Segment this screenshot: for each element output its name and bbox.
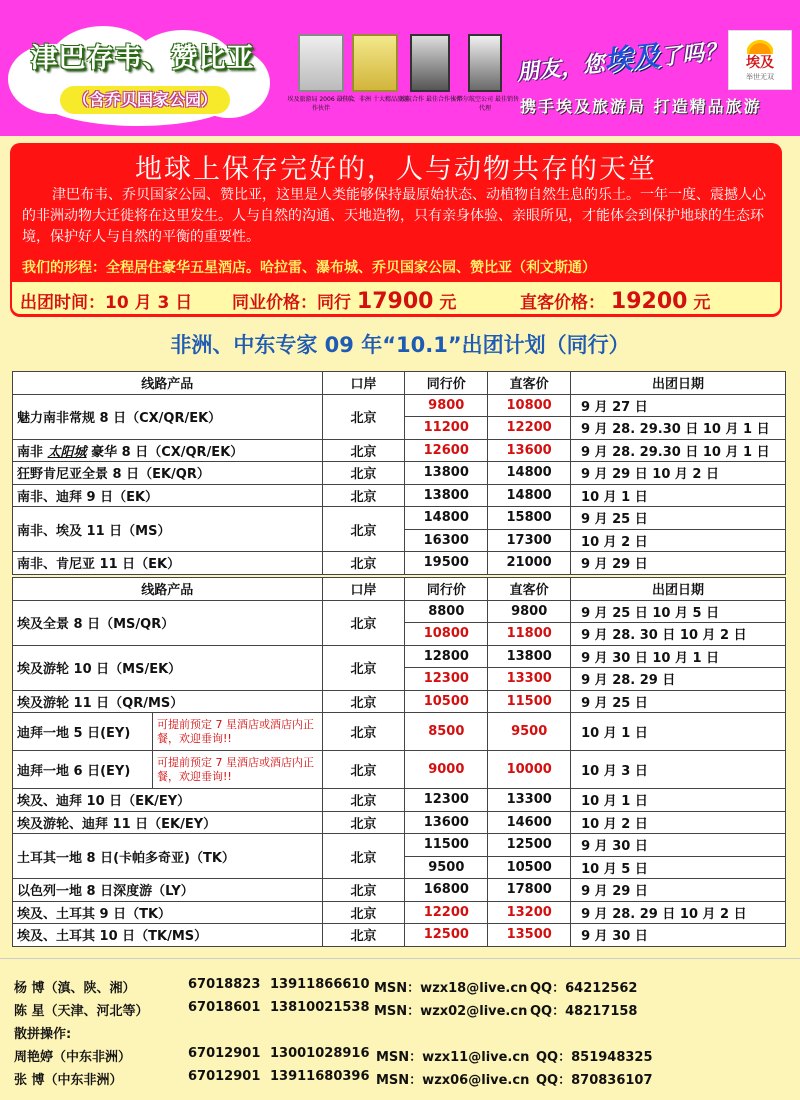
header-direct: 直客价 [488, 578, 571, 601]
award-caption-1: 埃及旅游局 2006 最佳合作伙伴 [287, 96, 355, 112]
direct-price-cell: 10500 [488, 856, 571, 879]
table-row [13, 924, 786, 947]
dates-cell: 10 月 1 日 [571, 713, 786, 751]
trade-price-cell: 12800 [405, 645, 488, 668]
egypt-logo [728, 30, 792, 90]
page-subtitle: （含乔贝国家公园） [60, 86, 230, 114]
dates-cell: 9 月 30 日 10 月 1 日 [571, 645, 786, 668]
trade-price-label: 同业价格：同行 [232, 293, 351, 313]
trade-price-cell: 8800 [405, 600, 488, 623]
contact-msn: MSN：wzx06@live.cn [376, 1073, 530, 1088]
contact-tel: 67012901 [188, 1046, 261, 1061]
route-cell: 南非、埃及 11 日（MS） [13, 507, 323, 552]
direct-price-cell: 10000 [488, 751, 571, 789]
contact-name: 张 博（中东非洲） [14, 1073, 123, 1088]
trade-price-cell: 13600 [405, 811, 488, 834]
header-dates: 出团日期 [571, 578, 786, 601]
trade-price-cell: 16800 [405, 879, 488, 902]
table-row [13, 462, 786, 485]
route-cell: 埃及全景 8 日（MS/QR） [13, 600, 323, 645]
dates-cell: 9 月 28. 30 日 10 月 2 日 [571, 623, 786, 646]
trade-price-cell: 16300 [405, 529, 488, 552]
table-row [13, 713, 786, 751]
award-plaque-1 [298, 34, 344, 92]
header-port: 口岸 [322, 578, 405, 601]
contact-qq: QQ：64212562 [530, 981, 638, 996]
port-cell: 北京 [322, 713, 405, 751]
intro-heading: 地球上保存完好的，人与动物共存的天堂 [135, 154, 657, 185]
port-cell: 北京 [322, 484, 405, 507]
table-row [13, 901, 786, 924]
dates-cell: 9 月 25 日 [571, 690, 786, 713]
dates-cell: 9 月 30 日 [571, 834, 786, 857]
trade-price-cell: 11200 [405, 417, 488, 440]
dates-cell: 10 月 2 日 [571, 529, 786, 552]
direct-price-cell: 10800 [488, 394, 571, 417]
award-trophy-4 [468, 34, 502, 92]
direct-price-cell: 14600 [488, 811, 571, 834]
trade-price-cell: 12300 [405, 789, 488, 812]
trade-price-cell: 12500 [405, 924, 488, 947]
port-cell: 北京 [322, 394, 405, 439]
depart-date: 出团时间：10 月 3 日 [20, 293, 193, 313]
port-cell: 北京 [322, 811, 405, 834]
port-cell: 北京 [322, 645, 405, 690]
trade-price-cell: 10500 [405, 690, 488, 713]
direct-price-cell: 13600 [488, 439, 571, 462]
trade-price-cell: 9800 [405, 394, 488, 417]
middle-east-table [12, 577, 786, 947]
trade-price-cell: 19500 [405, 552, 488, 575]
trade-price-cell: 13800 [405, 484, 488, 507]
direct-price-cell: 9500 [488, 713, 571, 751]
intro-route: 我们的形程：全程居住豪华五星酒店。哈拉雷、瀑布城、乔贝国家公园、赞比亚（利文斯通） [22, 260, 596, 276]
contacts-section [0, 958, 800, 1100]
header-dates: 出团日期 [571, 372, 786, 395]
dates-cell: 9 月 27 日 [571, 394, 786, 417]
route-cell: 南非、肯尼亚 11 日（EK） [13, 552, 323, 575]
route-cell: 以色列一地 8 日深度游（LY） [13, 879, 323, 902]
table-row [13, 879, 786, 902]
dates-cell: 10 月 3 日 [571, 751, 786, 789]
direct-price-cell: 15800 [488, 507, 571, 530]
direct-price-cell: 13200 [488, 901, 571, 924]
contact-qq: QQ：870836107 [536, 1073, 653, 1088]
group-label: 散拼操作: [14, 1027, 72, 1042]
contact-mobile: 13810021538 [270, 1000, 370, 1015]
contact-name: 陈 星（天津、河北等） [14, 1004, 149, 1019]
header-trade: 同行价 [405, 372, 488, 395]
table-row [13, 789, 786, 812]
route-cell [13, 439, 323, 462]
trade-price-cell: 12300 [405, 668, 488, 691]
award-caption-4: 卡塔尔航空公司 最佳销售代理 [451, 96, 519, 112]
direct-price-cell: 12500 [488, 834, 571, 857]
trade-price-cell: 9000 [405, 751, 488, 789]
trade-price: 17900 [356, 289, 434, 314]
dates-cell: 10 月 1 日 [571, 789, 786, 812]
table-header-row [13, 372, 786, 395]
route-highlight: 太阳城 [47, 444, 87, 460]
header-trade: 同行价 [405, 578, 488, 601]
award-caption-2: 中东、非洲 十大精品旅游 [341, 96, 409, 103]
dates-cell: 10 月 5 日 [571, 856, 786, 879]
intro-body: 津巴布韦、乔贝国家公园、赞比亚，这里是人类能够保持最原始状态、动植物自然生息的乐土。一年一度、震撼人心的非洲动物大迁徙将在这里发生。人与自然的沟通、天地造物，只有亲身体验、亲眼所见，才能体会到保护地球的生态环境，保护好人与自然的平衡的重要性。 [22, 187, 766, 245]
direct-price-unit: 元 [693, 293, 711, 313]
table-row [13, 690, 786, 713]
direct-price-cell: 12200 [488, 417, 571, 440]
trade-price-cell: 14800 [405, 507, 488, 530]
table-header-row [13, 578, 786, 601]
header-route: 线路产品 [13, 578, 323, 601]
table-row [13, 507, 786, 530]
port-cell: 北京 [322, 834, 405, 879]
slogan-line2: 携手埃及旅游局 打造精品旅游 [520, 97, 762, 116]
dates-cell: 9 月 29 日 10 月 2 日 [571, 462, 786, 485]
page-title: 津巴存韦、赞比亚 [30, 43, 255, 74]
route-cell: 狂野肯尼亚全景 8 日（EK/QR） [13, 462, 323, 485]
dates-cell: 9 月 25 日 [571, 507, 786, 530]
direct-price: 19200 [610, 289, 688, 314]
contact-msn: MSN：wzx18@live.cn [374, 981, 528, 996]
dates-cell: 9 月 28. 29 日 10 月 2 日 [571, 901, 786, 924]
dates-cell: 10 月 2 日 [571, 811, 786, 834]
table-row [13, 645, 786, 668]
logo-text: 埃及 [746, 55, 774, 71]
table-row [13, 484, 786, 507]
port-cell: 北京 [322, 690, 405, 713]
dates-cell: 9 月 29 日 [571, 879, 786, 902]
direct-price-label: 直客价格： [520, 293, 605, 313]
direct-price-group [520, 288, 710, 314]
table-row [13, 834, 786, 857]
direct-price-cell: 11500 [488, 690, 571, 713]
direct-price-cell: 13500 [488, 924, 571, 947]
direct-price-cell: 21000 [488, 552, 571, 575]
direct-price-cell: 17800 [488, 879, 571, 902]
contact-mobile: 13911866610 [270, 977, 370, 992]
dates-cell: 9 月 29 日 [571, 552, 786, 575]
dates-cell: 9 月 28. 29.30 日 10 月 1 日 [571, 439, 786, 462]
port-cell: 北京 [322, 751, 405, 789]
route-cell: 埃及游轮 10 日（MS/EK） [13, 645, 323, 690]
slogan-part-b: 了吗？ [658, 39, 728, 71]
table-row [13, 439, 786, 462]
trade-price-cell: 8500 [405, 713, 488, 751]
contact-tel: 67012901 [188, 1069, 261, 1084]
trade-price-cell: 9500 [405, 856, 488, 879]
route-cell: 埃及游轮 11 日（QR/MS） [13, 690, 323, 713]
route-part: 豪华 8 日（CX/QR/EK） [91, 444, 244, 460]
sun-icon [747, 34, 773, 54]
direct-price-cell: 17300 [488, 529, 571, 552]
route-cell: 埃及、土耳其 10 日（TK/MS） [13, 924, 323, 947]
logo-subtext: 举世无双 [746, 73, 774, 81]
header-direct: 直客价 [488, 372, 571, 395]
port-cell: 北京 [322, 600, 405, 645]
contact-qq: QQ：48217158 [530, 1004, 638, 1019]
table-row [13, 811, 786, 834]
table-row [13, 394, 786, 417]
table-row [13, 552, 786, 575]
table-row [13, 751, 786, 789]
port-cell: 北京 [322, 924, 405, 947]
contact-qq: QQ：851948325 [536, 1050, 653, 1065]
contact-name: 周艳婷（中东非洲） [14, 1050, 132, 1065]
route-cell: 魅力南非常规 8 日（CX/QR/EK） [13, 394, 323, 439]
port-cell: 北京 [322, 879, 405, 902]
route-note: 可提前预定 7 星酒店或酒店内正餐，欢迎垂询!! [152, 713, 322, 751]
dates-cell: 9 月 25 日 10 月 5 日 [571, 600, 786, 623]
plan-title: 非洲、中东专家 09 年“10.1”出团计划（同行） [170, 333, 630, 357]
contact-msn: MSN：wzx11@live.cn [376, 1050, 530, 1065]
port-cell: 北京 [322, 507, 405, 552]
slogan-egypt: 埃及 [602, 39, 662, 78]
direct-price-cell: 14800 [488, 462, 571, 485]
award-plaque-2 [352, 34, 398, 92]
port-cell: 北京 [322, 901, 405, 924]
header-route: 线路产品 [13, 372, 323, 395]
trade-price-unit: 元 [439, 293, 457, 313]
contact-name: 杨 博（滇、陕、湘） [14, 981, 136, 996]
direct-price-cell: 9800 [488, 600, 571, 623]
route-cell: 迪拜一地 5 日(EY) [13, 713, 153, 751]
trade-price-cell: 12200 [405, 901, 488, 924]
slogan-part-a: 朋友，您 [515, 51, 606, 86]
port-cell: 北京 [322, 462, 405, 485]
route-cell: 迪拜一地 6 日(EY) [13, 751, 153, 789]
direct-price-cell: 13300 [488, 789, 571, 812]
contact-mobile: 13911680396 [270, 1069, 370, 1084]
trade-price-cell: 11500 [405, 834, 488, 857]
port-cell: 北京 [322, 789, 405, 812]
header-banner [0, 0, 800, 136]
dates-cell: 9 月 28. 29.30 日 10 月 1 日 [571, 417, 786, 440]
award-trophy-3 [410, 34, 450, 92]
trade-price-cell: 13800 [405, 462, 488, 485]
contact-tel: 67018823 [188, 977, 261, 992]
route-cell: 土耳其一地 8 日(卡帕多奇亚)（TK） [13, 834, 323, 879]
port-cell: 北京 [322, 439, 405, 462]
trade-price-cell: 12600 [405, 439, 488, 462]
route-cell: 埃及、迪拜 10 日（EK/EY） [13, 789, 323, 812]
direct-price-cell: 13300 [488, 668, 571, 691]
direct-price-cell: 14800 [488, 484, 571, 507]
table-row [13, 600, 786, 623]
contact-tel: 67018601 [188, 1000, 261, 1015]
contact-msn: MSN：wzx02@live.cn [374, 1004, 528, 1019]
route-cell: 埃及、土耳其 9 日（TK） [13, 901, 323, 924]
contact-mobile: 13001028916 [270, 1046, 370, 1061]
slogan [514, 27, 727, 89]
africa-table [12, 371, 786, 575]
route-part: 南非 [17, 444, 44, 460]
dates-cell: 10 月 1 日 [571, 484, 786, 507]
dates-cell: 9 月 28. 29 日 [571, 668, 786, 691]
dates-cell: 9 月 30 日 [571, 924, 786, 947]
header-port: 口岸 [322, 372, 405, 395]
trade-price-cell: 10800 [405, 623, 488, 646]
route-note: 可提前预定 7 星酒店或酒店内正餐，欢迎垂询!! [152, 751, 322, 789]
trade-price-group [232, 288, 456, 314]
direct-price-cell: 11800 [488, 623, 571, 646]
direct-price-cell: 13800 [488, 645, 571, 668]
award-caption-3: 埃航合作 最佳合作伙伴 [400, 96, 462, 103]
route-cell: 南非、迪拜 9 日（EK） [13, 484, 323, 507]
port-cell: 北京 [322, 552, 405, 575]
route-cell: 埃及游轮、迪拜 11 日（EK/EY） [13, 811, 323, 834]
